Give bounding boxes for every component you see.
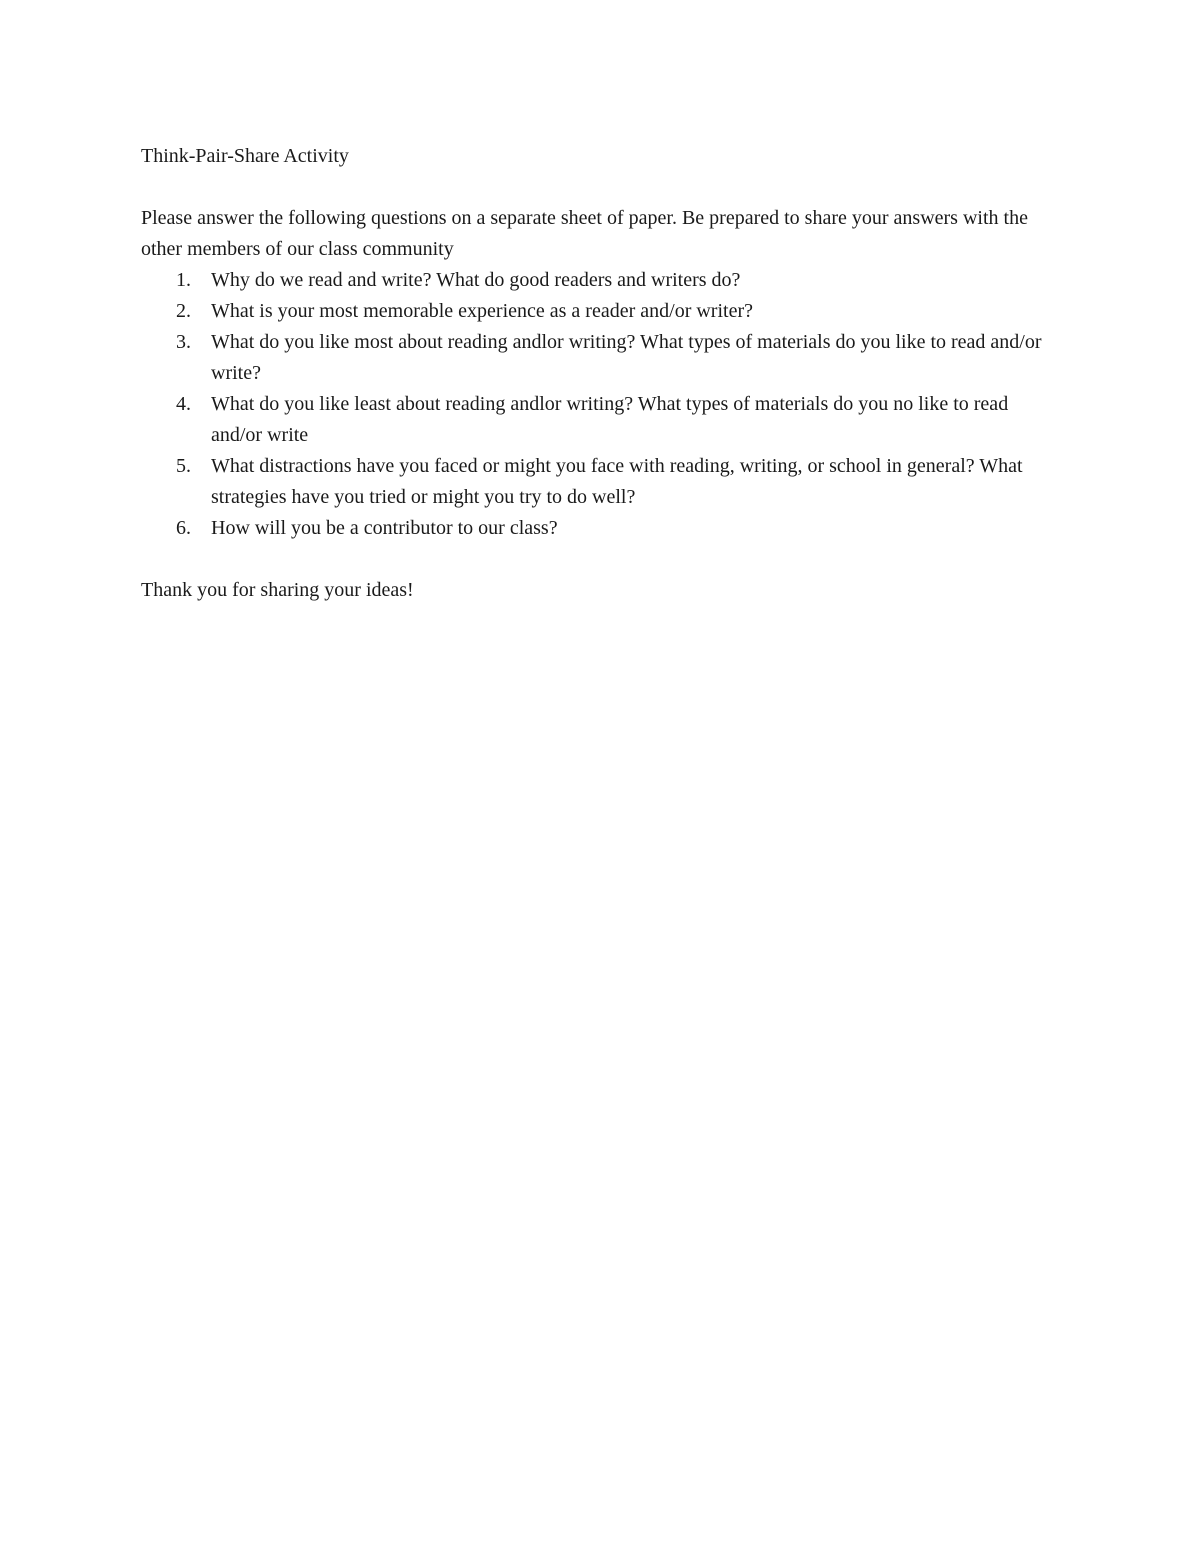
question-number: 6. xyxy=(176,517,191,539)
closing-line: Thank you for sharing your ideas! xyxy=(141,579,414,601)
list-item xyxy=(141,265,1061,296)
list-item xyxy=(141,389,1061,451)
document-title: Think-Pair-Share Activity xyxy=(141,145,349,167)
list-item xyxy=(141,451,1061,513)
question-text: What do you like least about reading andlor writing? What types of materials do you no like to read and/or write xyxy=(211,393,1009,446)
question-text: What do you like most about reading andlor writing? What types of materials do you like to read and/or write? xyxy=(211,331,1042,384)
question-number: 3. xyxy=(176,331,191,353)
list-item xyxy=(141,296,1061,327)
question-text: What distractions have you faced or might you face with reading, writing, or school in general? What strategies have you tried or might you try to do well? xyxy=(211,455,1023,508)
list-item xyxy=(141,513,1061,544)
document-page xyxy=(141,141,1061,606)
question-number: 1. xyxy=(176,269,191,291)
question-number: 5. xyxy=(176,455,191,477)
question-text: Why do we read and write? What do good readers and writers do? xyxy=(211,269,741,291)
question-number: 4. xyxy=(176,393,191,415)
question-text: How will you be a contributor to our class? xyxy=(211,517,558,539)
question-text: What is your most memorable experience as a reader and/or writer? xyxy=(211,300,753,322)
question-number: 2. xyxy=(176,300,191,322)
list-item xyxy=(141,327,1061,389)
instructions-paragraph: Please answer the following questions on a separate sheet of paper. Be prepared to share your answers with the other members of our class community xyxy=(141,207,1028,260)
questions-list xyxy=(141,265,1061,544)
